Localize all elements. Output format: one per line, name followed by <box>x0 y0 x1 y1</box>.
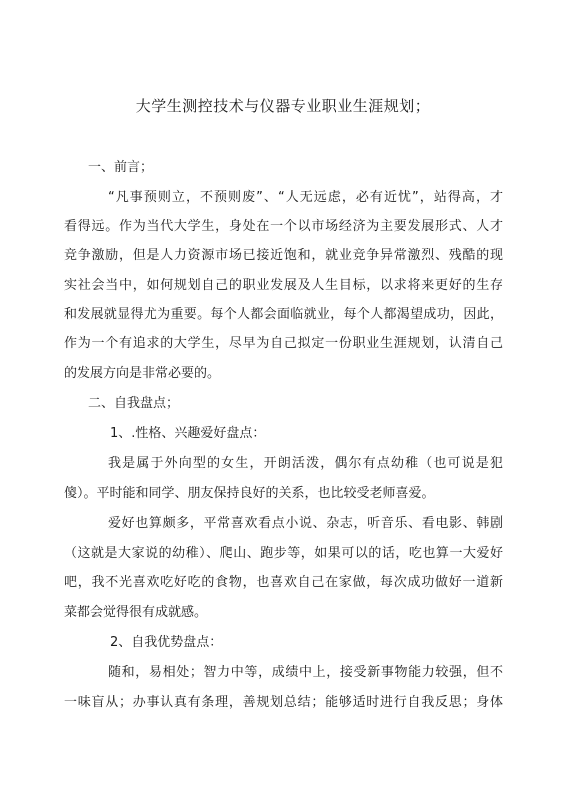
section-heading-self-review: 二、自我盘点； <box>88 396 180 411</box>
paragraph-line: 吧，我不光喜欢吃好吃的食物，也喜欢自己在家做，每次成功做好一道新 <box>64 575 503 590</box>
paragraph-line: 一味盲从；办事认真有条理，善规划总结；能够适时进行自我反思；身体 <box>64 695 503 710</box>
paragraph-line: 随和，易相处；智力中等，成绩中上，接受新事物能力较强，但不 <box>108 665 503 680</box>
paragraph-line: 和发展就显得尤为重要。每个人都会面临就业，每个人都渴望成功，因此， <box>64 307 503 322</box>
paragraph-line: 我是属于外向型的女生，开朗活泼，偶尔有点幼稚（也可说是犯 <box>108 456 503 471</box>
section-heading-preface: 一、前言； <box>88 160 154 175</box>
document-title: 大学生测控技术与仪器专业职业生涯规划； <box>135 97 431 115</box>
paragraph-line: 实社会当中，如何规划自己的职业发展及人生目标，以求将来更好的生存 <box>64 278 503 293</box>
paragraph-line: 的发展方向是非常必要的。 <box>64 366 221 381</box>
paragraph-line: 作为一个有追求的大学生，尽早为自己拟定一份职业生涯规划，认清自己 <box>64 336 503 351</box>
paragraph-line: 竞争激励，但是人力资源市场已接近饱和，就业竞争异常激烈、残酷的现 <box>64 248 503 263</box>
paragraph-line: 菜都会觉得很有成就感。 <box>64 605 208 620</box>
subsection-heading-strengths: 2、自我优势盘点： <box>110 635 223 650</box>
paragraph-line: “凡事预则立，不预则废”、“人无远虑，必有近忧”，站得高，才 <box>108 190 503 205</box>
paragraph-line: 爱好也算颇多，平常喜欢看点小说、杂志，听音乐、看电影、韩剧 <box>108 516 503 531</box>
paragraph-line: 傻）。平时能和同学、朋友保持良好的关系，也比较受老师喜爱。 <box>64 486 435 501</box>
paragraph-line: 看得远。作为当代大学生，身处在一个以市场经济为主要发展形式、人才 <box>64 219 503 234</box>
subsection-heading-personality: 1、.性格、兴趣爱好盘点： <box>110 426 266 441</box>
paragraph-line: （这就是大家说的幼稚）、爬山、跑步等，如果可以的话，吃也算一大爱好 <box>64 546 503 561</box>
